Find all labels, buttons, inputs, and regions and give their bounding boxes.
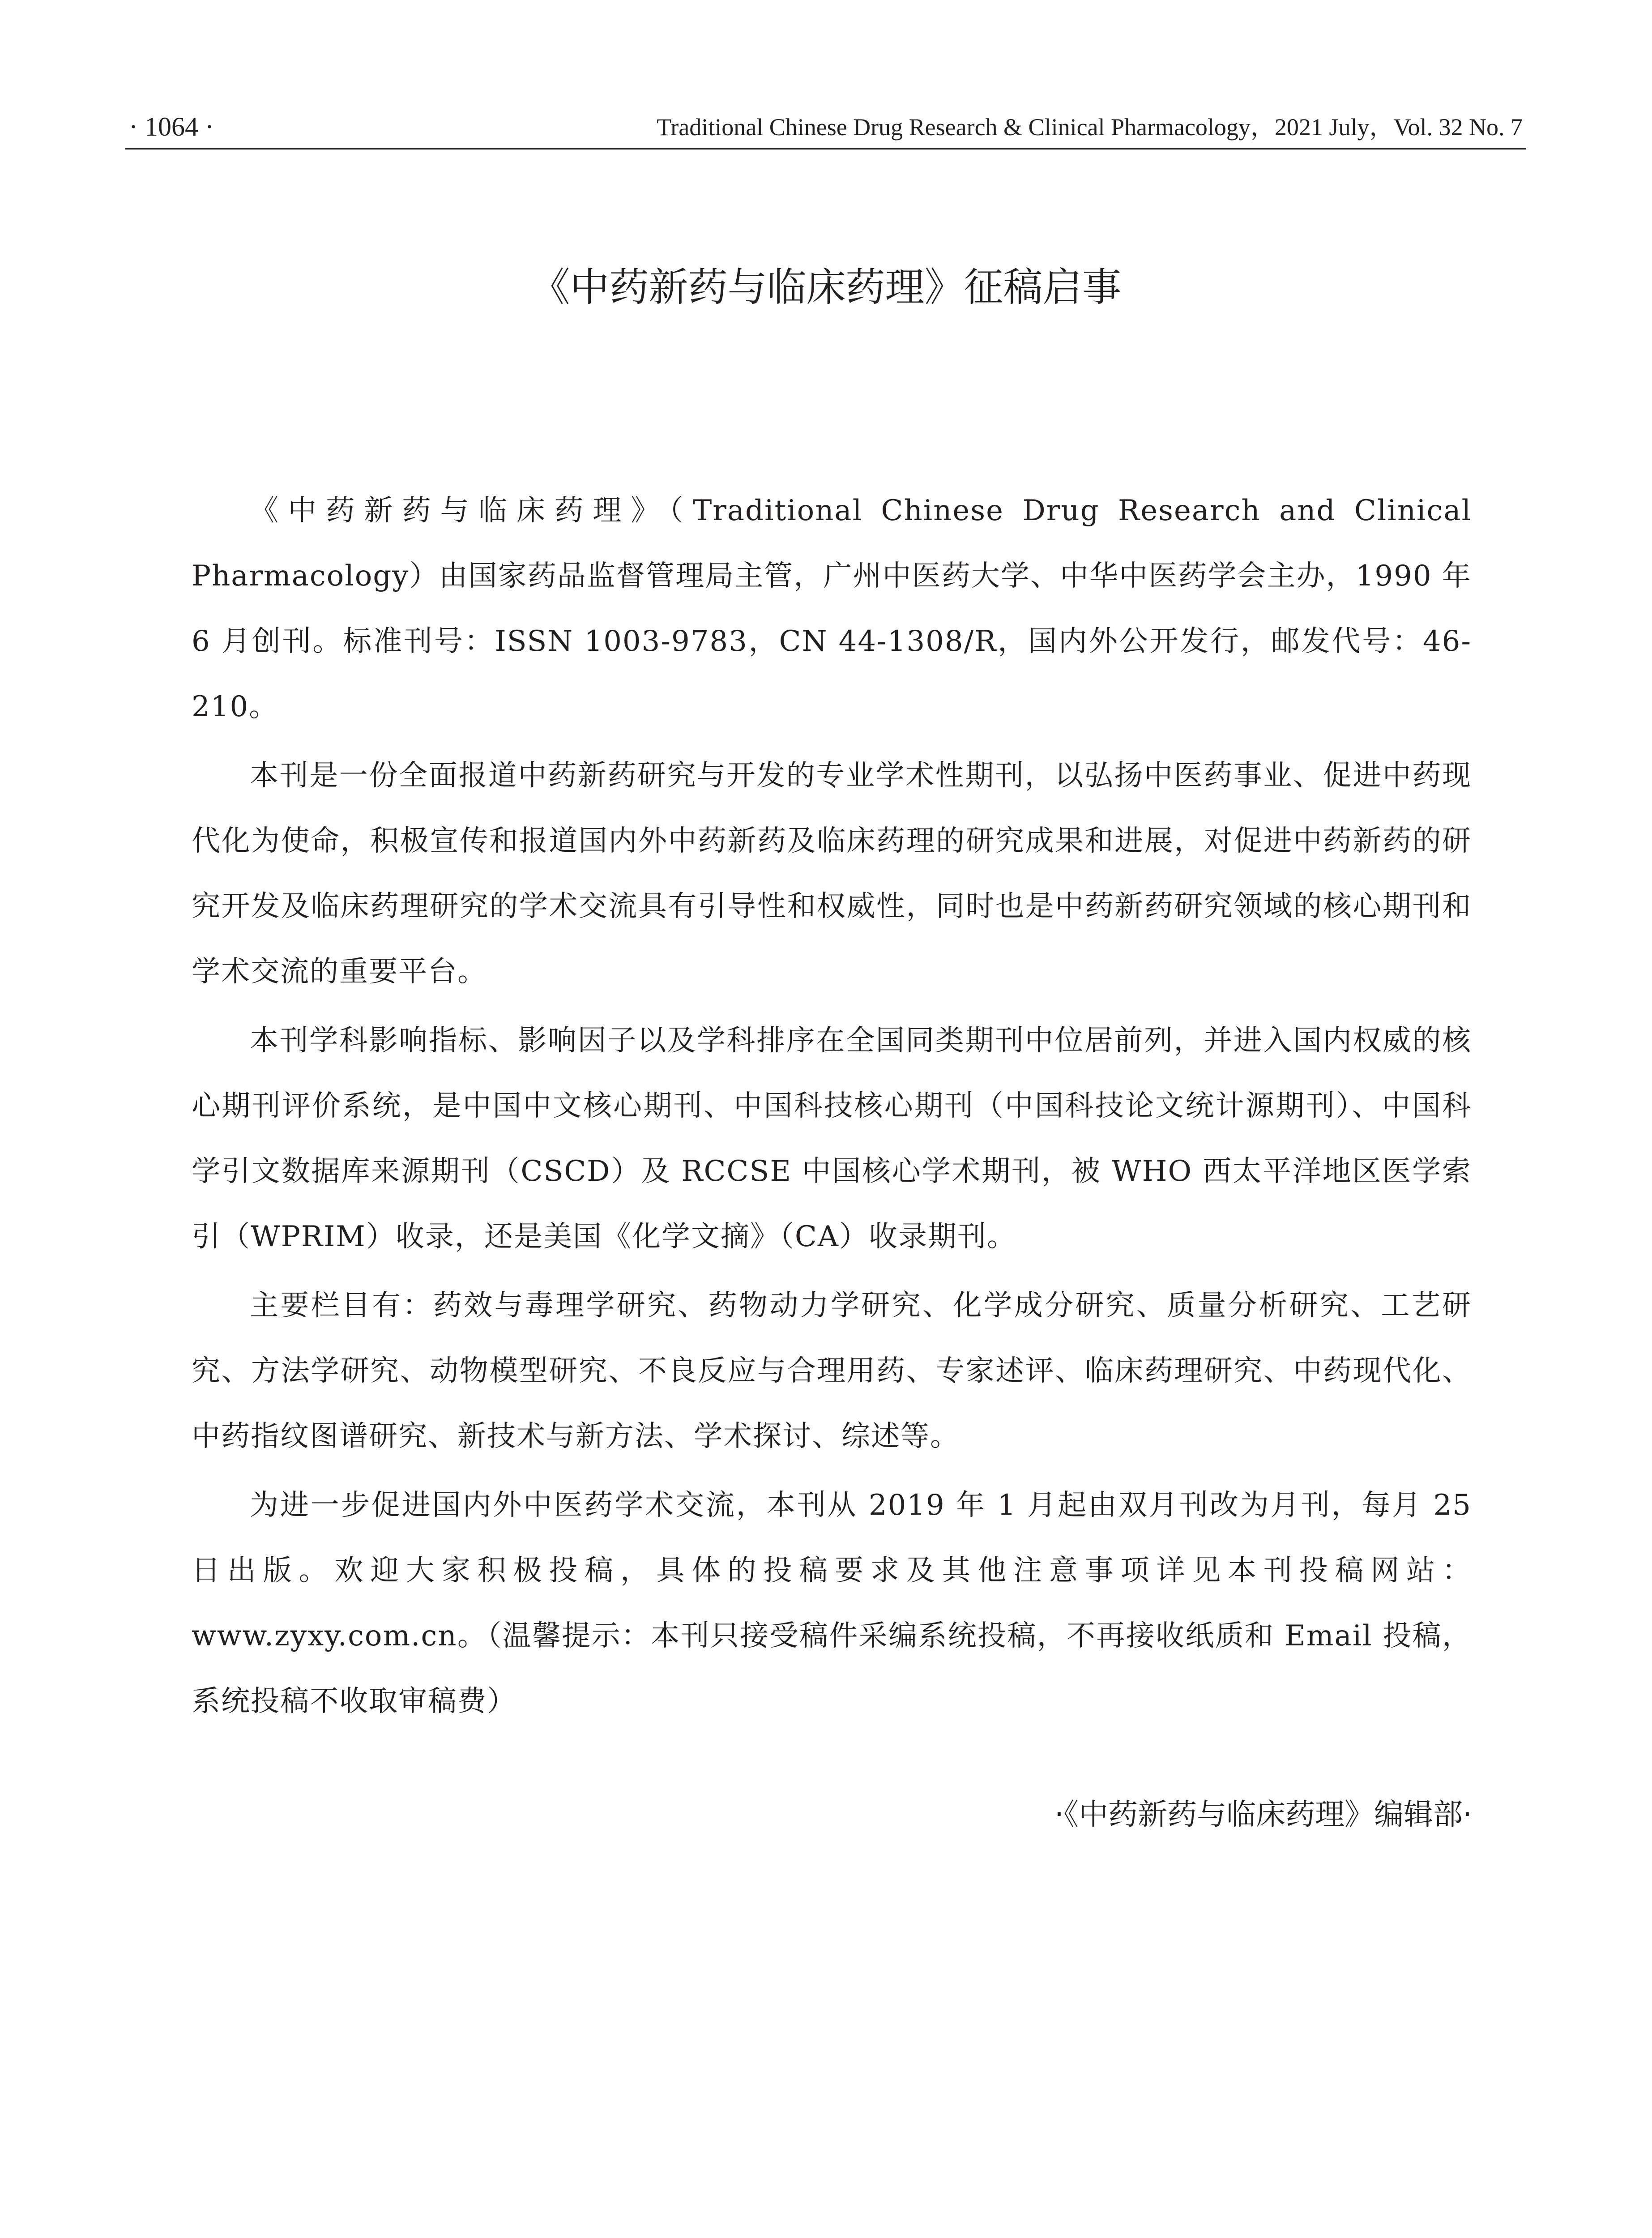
notice-title: 《中药新药与临床药理》征稿启事 <box>530 264 1122 310</box>
notice-body <box>192 478 1472 1734</box>
page-number: · 1064 · <box>129 112 214 141</box>
paragraph-journal-indexing: 本刊学科影响指标、影响因子以及学科排序在全国同类期刊中位居前列，并进入国内权威的核心期刊评价系统，是中国中文核心期刊、中国科技核心期刊（中国科技论文统计源期刊）、中国科学引文数据库来源期刊（CSCD）及 RCCSE 中国核心学术期刊，被 WHO 西太平洋地区医学索引（WPRIM）收录，还是美国《化学文摘》（CA）收录期刊。 <box>192 1024 1472 1253</box>
editorial-office-signature: ·《中药新药与临床药理》编辑部· <box>1054 1797 1472 1832</box>
paragraph-journal-intro: 《中药新药与临床药理》（Traditional Chinese Drug Research and Clinical Pharmacology）由国家药品监督管理局主管，广州中医药大学、中华中医药学会主办，1990 年 6 月创刊。标准刊号：ISSN 1003-9783，CN 44-1308/R，国内外公开发行，邮发代号：46-210。 <box>192 494 1472 723</box>
paragraph-submission-info: 为进一步促进国内外中医药学术交流，本刊从 2019 年 1 月起由双月刊改为月刊，每月 25 日出版。欢迎大家积极投稿，具体的投稿要求及其他注意事项详见本刊投稿网站：www.zyxy.com.cn。（温馨提示：本刊只接受稿件采编系统投稿，不再接收纸质和 Email 投稿，系统投稿不收取审稿费） <box>192 1489 1472 1718</box>
journal-citation: Traditional Chinese Drug Research & Clinical Pharmacology，2021 July，Vol. 32 No. 7 <box>657 114 1523 141</box>
running-header <box>125 107 1526 149</box>
paragraph-journal-mission: 本刊是一份全面报道中药新药研究与开发的专业学术性期刊，以弘扬中医药事业、促进中药现代化为使命，积极宣传和报道国内外中药新药及临床药理的研究成果和进展，对促进中药新药的研究开发及临床药理研究的学术交流具有引导性和权威性，同时也是中药新药研究领域的核心期刊和学术交流的重要平台。 <box>192 759 1472 988</box>
paragraph-main-columns: 主要栏目有：药效与毒理学研究、药物动力学研究、化学成分研究、质量分析研究、工艺研究、方法学研究、动物模型研究、不良反应与合理用药、专家述评、临床药理研究、中药现代化、中药指纹图谱研究、新技术与新方法、学术探讨、综述等。 <box>192 1289 1472 1453</box>
